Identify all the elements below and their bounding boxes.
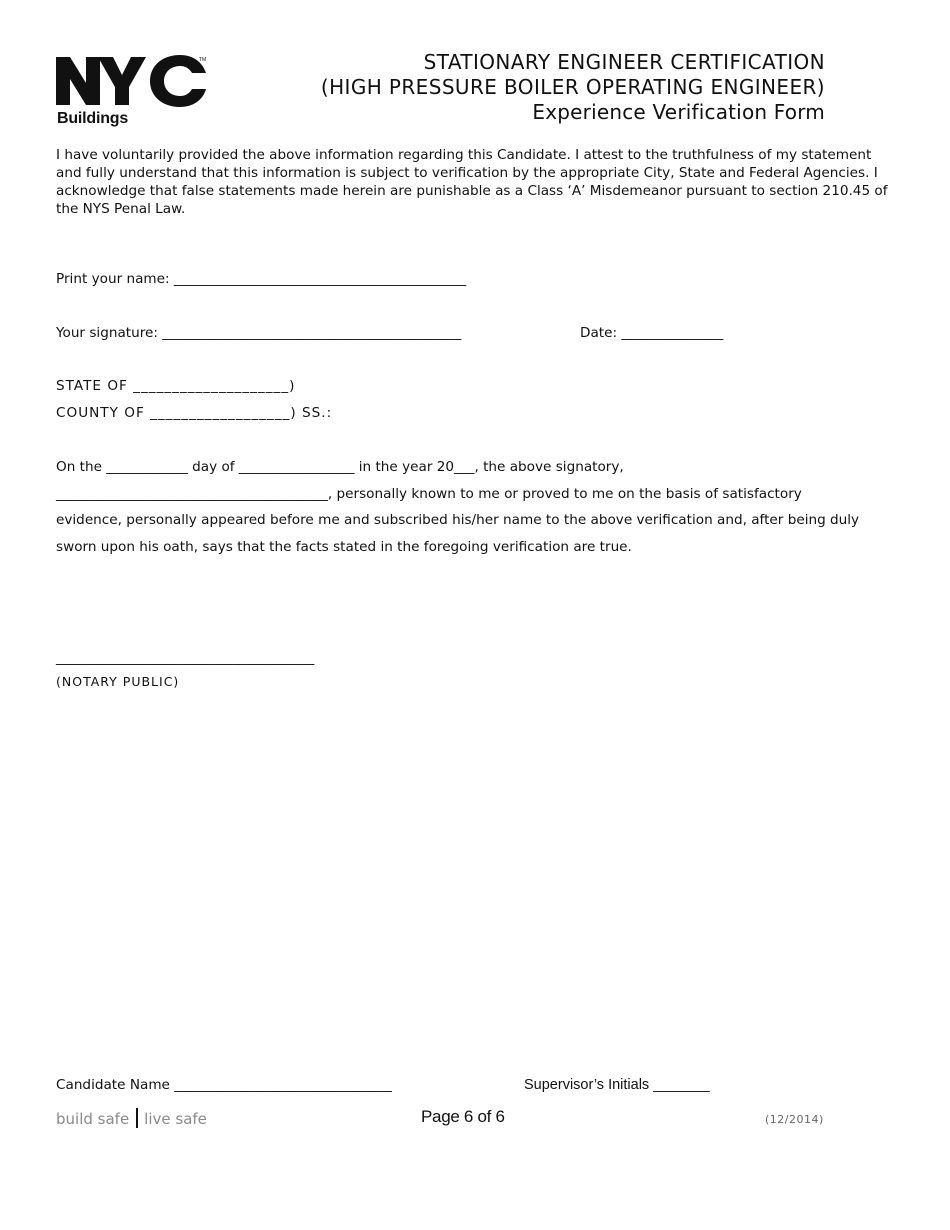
attestation-text: I have voluntarily provided the above information regarding this Candidate. I attest to the truthfulness of my statement and fully understand that this information is subject to verification by the appropriate City, State and Federal Agencies. I acknowledge that false statements made herein are punishable as a Class ‘A’ Misdemeanor pursuant to section 210.45 of bbox=[56, 147, 888, 199]
supervisor-initials-field[interactable]: Supervisor’s Initials _______ bbox=[524, 1077, 710, 1093]
form-name: Experience Verification Form bbox=[532, 100, 825, 124]
attestation-text-end: the NYS Penal Law. bbox=[56, 201, 186, 217]
form-subtitle: (HIGH PRESSURE BOILER OPERATING ENGINEER) bbox=[320, 75, 825, 99]
county-of-field[interactable]: COUNTY OF __________________) SS.: bbox=[56, 405, 333, 421]
svg-text:TM: TM bbox=[199, 57, 207, 63]
print-name-field[interactable]: Print your name: ___________________________________________ bbox=[56, 271, 467, 287]
notary-text-line-2: ________________________________________, personally known to me or proved to me on the basis of satisfactory bbox=[56, 486, 802, 502]
slogan-live-safe: live safe bbox=[144, 1110, 207, 1128]
form-title: STATIONARY ENGINEER CERTIFICATION bbox=[423, 50, 825, 74]
notary-text-line-1: On the ____________ day of _________________ in the year 20___, the above signatory, bbox=[56, 459, 624, 475]
attestation-paragraph bbox=[56, 146, 901, 218]
signature-field[interactable]: Your signature: ____________________________________________ bbox=[56, 325, 462, 341]
nyc-logo-mark bbox=[56, 55, 208, 107]
slogan-divider bbox=[136, 1108, 138, 1128]
notary-signature-line[interactable]: ______________________________________ bbox=[56, 650, 315, 666]
state-of-field[interactable]: STATE OF ____________________) bbox=[56, 378, 296, 394]
logo-subtitle: Buildings bbox=[57, 110, 129, 127]
notary-label: (NOTARY PUBLIC) bbox=[56, 674, 180, 689]
page-number: Page 6 of 6 bbox=[421, 1107, 505, 1126]
footer-slogan bbox=[56, 1108, 207, 1128]
notary-text-line-4: sworn upon his oath, says that the facts stated in the foregoing verification are true. bbox=[56, 539, 632, 555]
notary-text-line-3: evidence, personally appeared before me and subscribed his/her name to the above verification and, after being duly bbox=[56, 512, 860, 528]
slogan-build-safe: build safe bbox=[56, 1110, 130, 1128]
date-field[interactable]: Date: _______________ bbox=[580, 325, 724, 341]
candidate-name-field[interactable]: Candidate Name ________________________________ bbox=[56, 1077, 392, 1093]
revision-date: (12/2014) bbox=[765, 1113, 824, 1126]
